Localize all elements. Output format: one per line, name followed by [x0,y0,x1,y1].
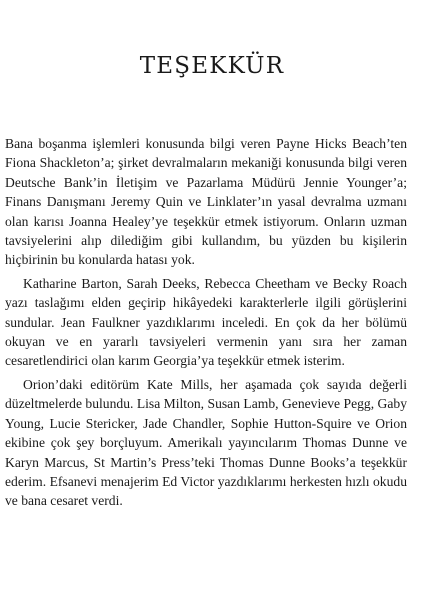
paragraph-1: Bana boşanma işlemleri konusunda bilgi veren Payne Hicks Beach’ten Fiona Shackleton’a; şirket devralmaların mekaniği konusunda bilgi veren Deutsche Bank’in İletişim ve Pazarlama Müdürü Jennie Younger’a; Finans Danışmanı Jeremy Quin ve Linklater’ın yasal devralma uzmanı olan karısı Joanna Healey’ye teşekkür etmek istiyorum. Onların uzman tavsiyelerini alıp dilediğim gibi kullandım, bu yüzden bu kişilerin hiçbirinin bu konularda hatası yok. [5,136,407,268]
page-title: TEŞEKKÜR [139,53,285,79]
paragraph-3: Orion’daki editörüm Kate Mills, her aşamada çok sayıda değerli düzeltmelerde bulundu. Lisa Milton, Susan Lamb, Genevieve Pegg, Gaby Young, Lucie Stericker, Jade Chandler, Sophie Hutton-Squire ve Orion ekibine çok şey borçluyum. Amerikalı yayıncılarım Thomas Dunne ve Karyn Marcus, St Martin’s Press’teki Thomas Dunne Books’a teşekkür ederim. Efsanevi menajerim Ed Victor yazdıklarımı herkesten hızlı okudu ve bana cesaret verdi. [5,376,407,509]
acknowledgements-text [5,134,407,515]
paragraph-2: Katharine Barton, Sarah Deeks, Rebecca Cheetham ve Becky Roach yazı taslağımı elden geçirip hikâyedeki karakterlerle ilgili görüşlerini sundular. Jean Faulkner yazdıklarımı inceledi. En çok da her bölümü okuyan ve en yararlı tavsiyeleri vermenin yanı sıra her zaman cesaretlendirici olan karım Georgia’ya teşekkür etmek isterim. [5,275,407,369]
